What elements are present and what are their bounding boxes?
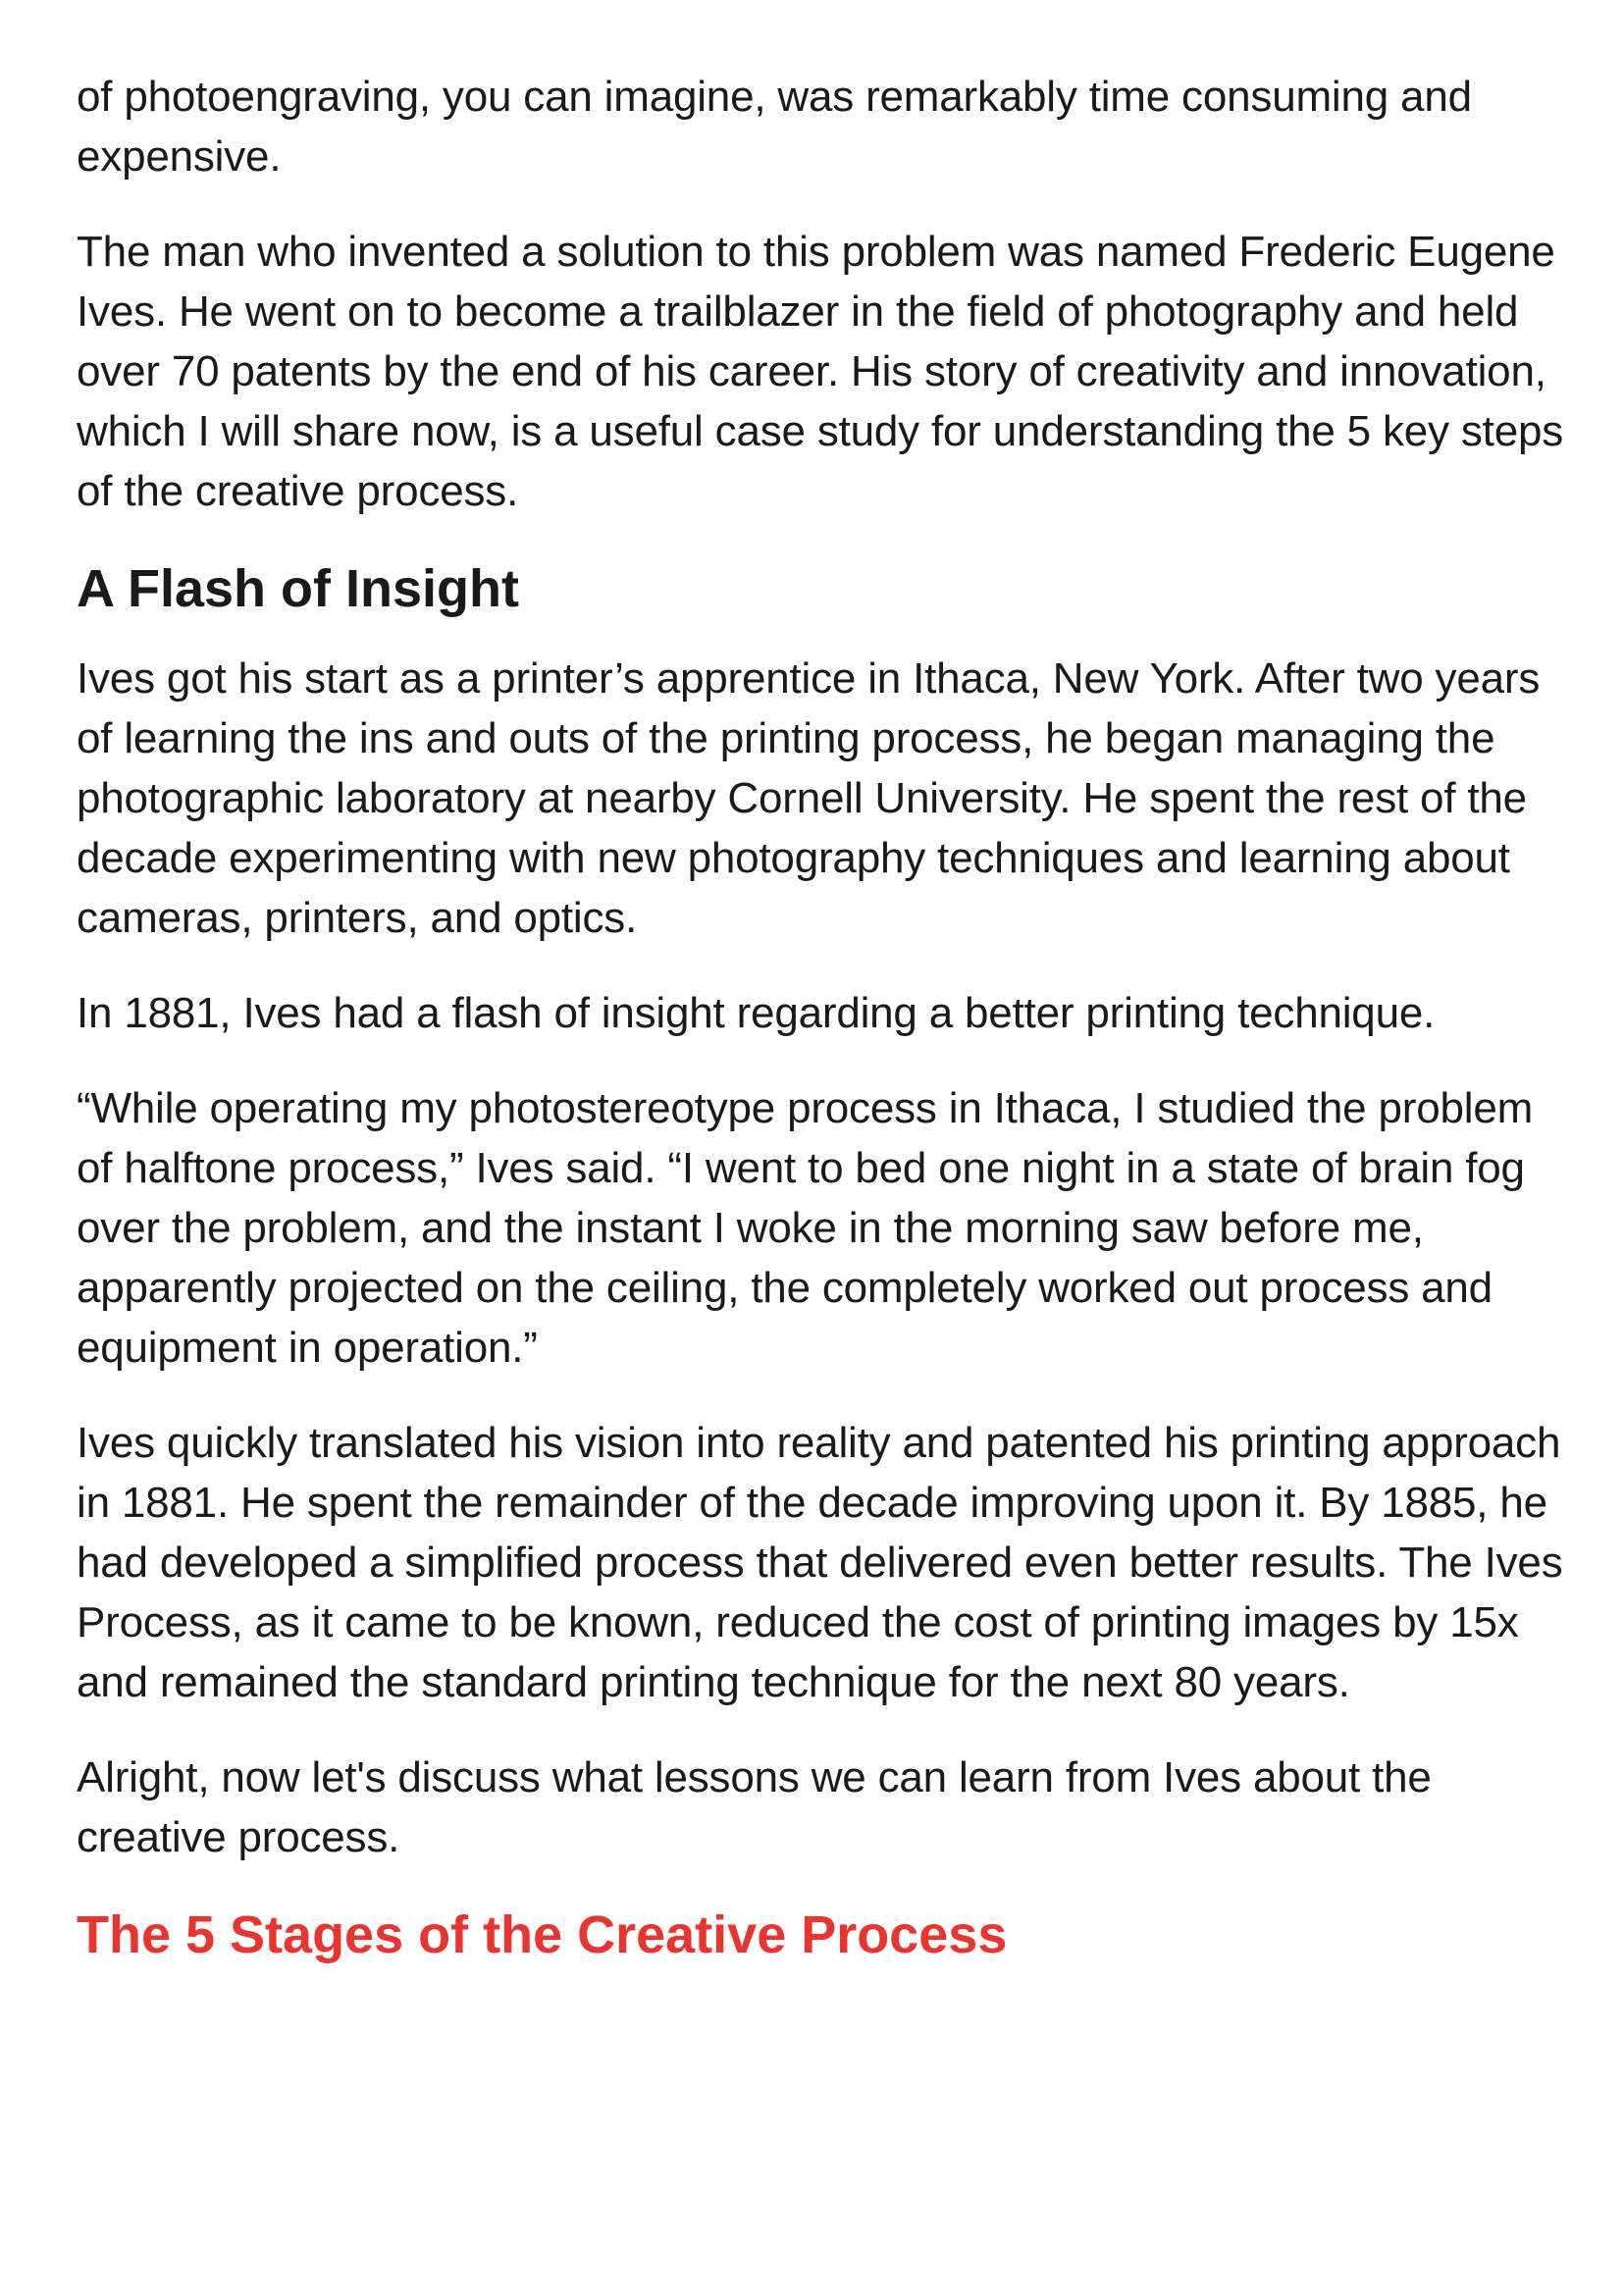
intro-paragraph: of photoengraving, you can imagine, was remarkably time consuming and expensive. [77,73,1472,181]
article-page [77,67,1578,1995]
intro-paragraph: The man who invented a solution to this problem was named Frederic Eugene Ives. He went on to become a trailblazer in the field of photography and held over 70 patents by the end of his career. His story of creativity and innovation, which I will share now, is a useful case study for understanding the 5 key steps of the creative process. [77,228,1564,515]
body-paragraph: Alright, now let's discuss what lessons we can learn from Ives about the creative process. [77,1753,1432,1861]
section-heading-creative-process-stages: The 5 Stages of the Creative Process [77,1905,1008,1964]
section-heading-flash-of-insight: A Flash of Insight [77,559,519,618]
body-paragraph: Ives quickly translated his vision into reality and patented his printing approach in 1881. He spent the remainder of the decade improving upon it. By 1885, he had developed a simplified process that delivered even better results. The Ives Process, as it came to be known, reduced the cost of printing images by 15x and remained the standard printing technique for the next 80 years. [77,1419,1563,1706]
body-paragraph: Ives got his start as a printer’s apprentice in Ithaca, New York. After two years of learning the ins and outs of the printing process, he began managing the photographic laboratory at nearby Cornell University. He spent the rest of the decade experimenting with new photography techniques and learning about cameras, printers, and optics. [77,654,1541,942]
quote-paragraph: “While operating my photostereotype process in Ithaca, I studied the problem of halftone process,” Ives said. “I went to bed one night in a state of brain fog over the problem, and the instant I woke in the morning saw before me, apparently projected on the ceiling, the completely worked out process and equipment in operation.” [77,1084,1534,1372]
body-paragraph: In 1881, Ives had a flash of insight regarding a better printing technique. [77,989,1436,1037]
